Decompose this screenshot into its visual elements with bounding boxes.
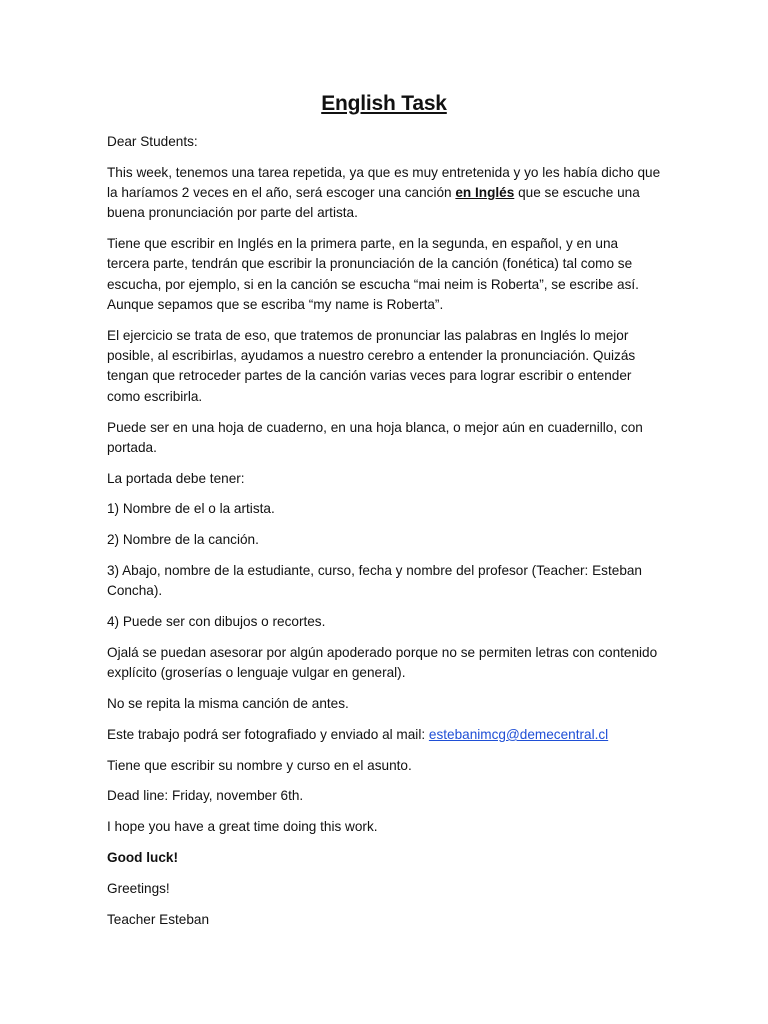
- paragraph-text: This week, tenemos una tarea repetida, ya que es muy entretenida y yo les había dicho que la haríamos 2 veces en el año, será escoger una canción: [107, 164, 661, 201]
- list-item: 4) Puede ser con dibujos o recortes.: [107, 614, 326, 630]
- document-title: English Task: [321, 92, 447, 115]
- email-link[interactable]: estebanimcg@demecentral.cl: [428, 726, 609, 742]
- paragraph-no-repeat: No se repita la misma canción de antes.: [107, 696, 349, 712]
- paragraph-subject: Tiene que escribir su nombre y curso en el asunto.: [107, 757, 412, 773]
- list-item: 2) Nombre de la canción.: [107, 532, 259, 548]
- paragraph-wish: I hope you have a great time doing this work.: [107, 819, 378, 835]
- signature: Teacher Esteban: [107, 911, 210, 927]
- paragraph-email: [107, 725, 662, 745]
- paragraph-format: Puede ser en una hoja de cuaderno, en una hoja blanca, o mejor aún en cuadernillo, con portada.: [107, 419, 643, 455]
- list-item: 3) Abajo, nombre de la estudiante, curso, fecha y nombre del profesor (Teacher: Esteban Concha).: [107, 563, 642, 599]
- greetings: Greetings!: [107, 880, 170, 896]
- paragraph-cover-heading: La portada debe tener:: [107, 470, 245, 486]
- emphasis-en-ingles: en Inglés: [455, 185, 515, 201]
- good-luck: Good luck!: [107, 850, 178, 866]
- paragraph-purpose: El ejercicio se trata de eso, que tratemos de pronunciar las palabras en Inglés lo mejor posible, al escribirlas, ayudamos a nuestro cerebro a entender la pronunciación. Quizás tengan que retroceder partes de la canción varias veces para lograr escribir o entender como escribirla.: [107, 327, 636, 404]
- document-body: [107, 132, 662, 940]
- paragraph-text: Este trabajo podrá ser fotografiado y enviado al mail:: [107, 726, 429, 742]
- paragraph-deadline: Dead line: Friday, november 6th.: [107, 788, 304, 804]
- greeting: Dear Students:: [107, 134, 198, 149]
- list-item: 1) Nombre de el o la artista.: [107, 501, 275, 517]
- paragraph-task-intro: [107, 163, 662, 224]
- paragraph-guardian-note: Ojalá se puedan asesorar por algún apoderado porque no se permiten letras con contenido explícito (groserías o lenguaje vulgar en general).: [107, 644, 658, 681]
- paragraph-instructions: Tiene que escribir en Inglés en la primera parte, en la segunda, en español, y en una tercera parte, tendrán que escribir la pronunciación de la canción (fonética) tal como se escucha, por ejemplo, si en la canción se escucha “mai neim is Roberta”, se escribe así. Aunque sepamos que se escriba “my name is Roberta”.: [107, 236, 639, 313]
- paragraph-text: que se escuche una buena pronunciación por parte del artista.: [107, 185, 640, 221]
